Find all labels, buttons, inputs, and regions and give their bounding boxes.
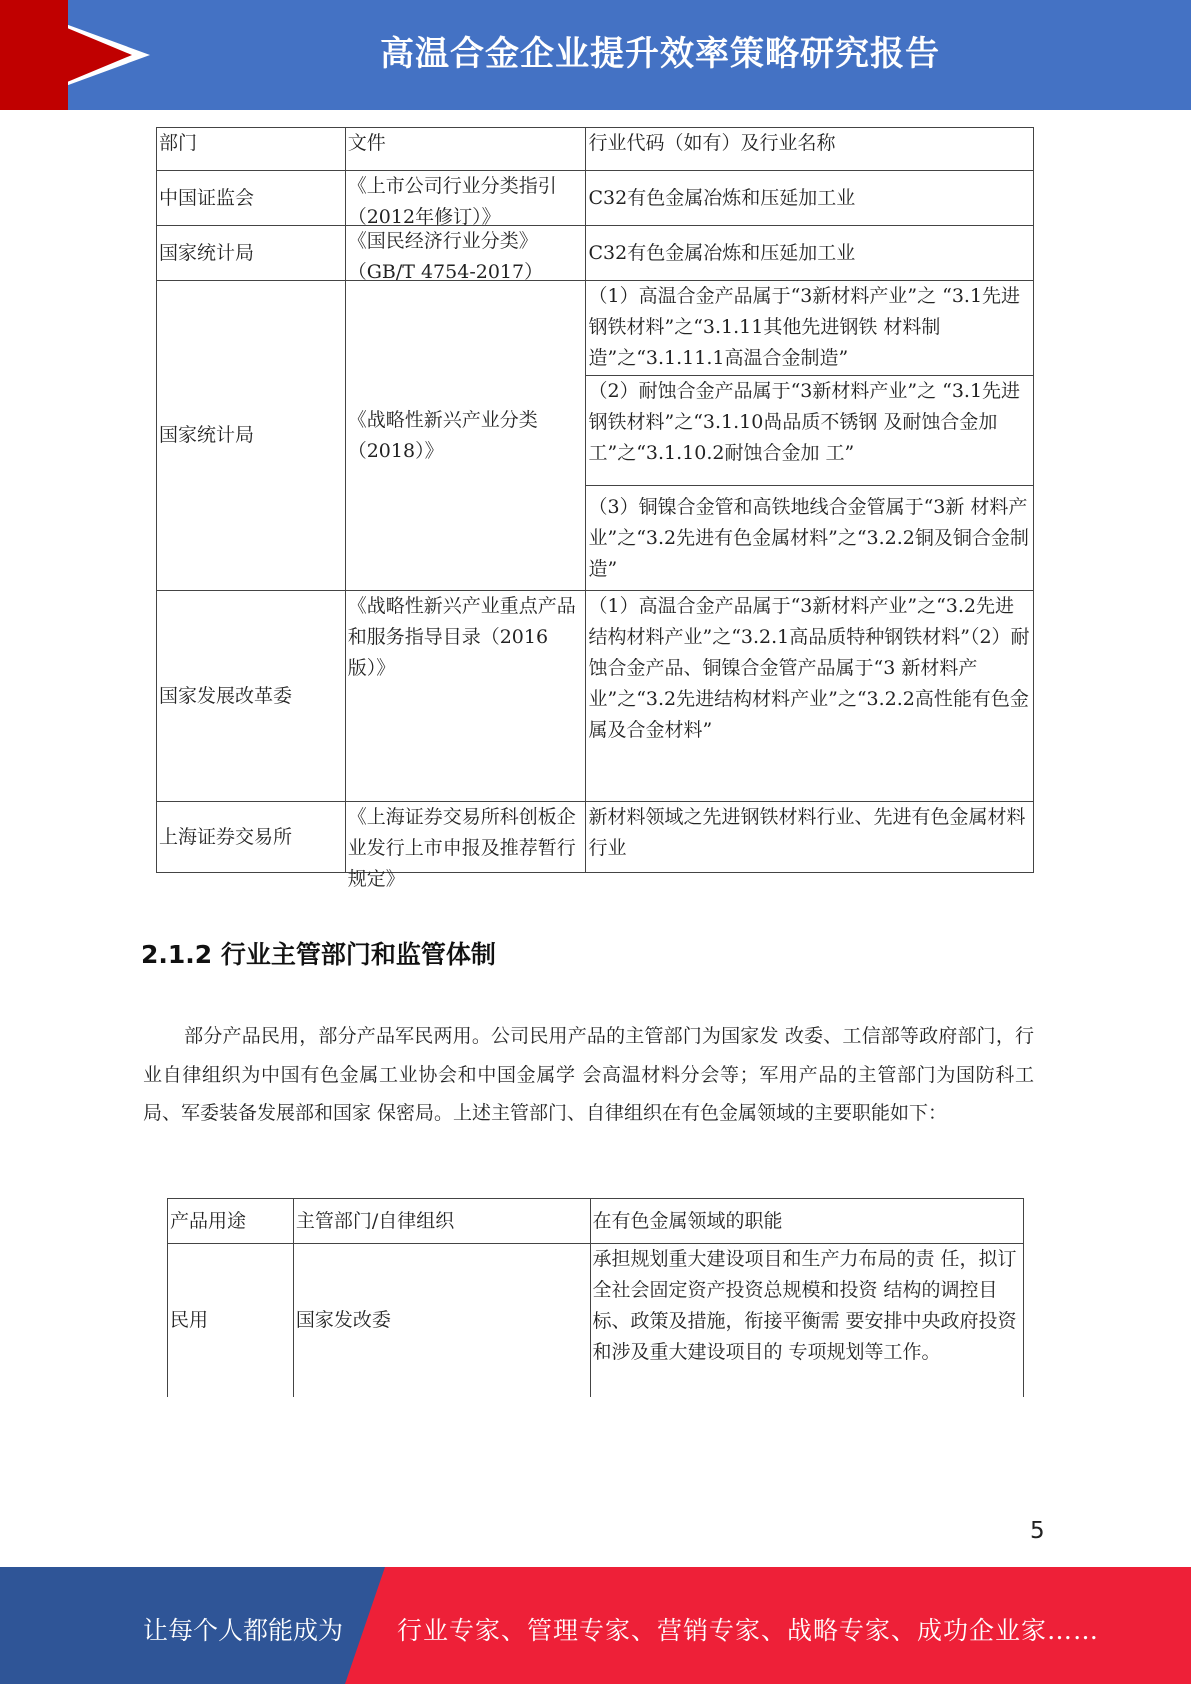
table-header-cell: 部门	[157, 128, 346, 171]
code-cell: （1）高温合金产品属于“3新材料产业”之 “3.1先进钢铁材料”之“3.1.11其他先进钢铁 材料制造”之“3.1.11.1高温合金制造”	[586, 281, 1034, 376]
table-header-row	[157, 128, 1034, 171]
use-cell: 民用	[168, 1244, 294, 1397]
code-cell: 新材料领域之先进钢铁材料行业、先进有色金属材料行业	[586, 802, 1034, 873]
dept-cell: 国家统计局	[157, 281, 346, 591]
code-cell: （1）高温合金产品属于“3新材料产业”之“3.2先进结构材料产业”之“3.2.1高品质特种钢铁材料”（2）耐蚀合金产品、铜镍合金管产品属于“3 新材料产业”之“3.2先进结构材料产业”之“3.2.2高性能有色金属及合金材料”	[586, 591, 1034, 802]
footer-blue-slant	[345, 1567, 385, 1684]
doc-cell: 《战略性新兴产业重点产品和服务指导目录（2016版）》	[345, 591, 586, 802]
regulator-duties-table	[167, 1198, 1024, 1397]
org-cell: 国家发改委	[293, 1244, 590, 1397]
code-cell: （2）耐蚀合金产品属于“3新材料产业”之 “3.1先进钢铁材料”之“3.1.10咼品质不锈钢 及耐蚀合金加工”之“3.1.10.2耐蚀合金加 工”	[586, 376, 1034, 486]
footer-slogan-left: 让每个人都能成为	[143, 1616, 344, 1645]
table-row	[157, 226, 1034, 281]
section-heading: 2.1.2 行业主管部门和监管体制	[141, 940, 496, 969]
table-header-cell: 文件	[345, 128, 586, 171]
code-cell: C32有色金属冶炼和压延加工业	[586, 171, 1034, 226]
dept-cell: 中国证监会	[157, 171, 346, 226]
report-title: 高温合金企业提升效率策略研究报告	[380, 34, 940, 74]
paragraph-text: 部分产品民用，部分产品军民两用。公司民用产品的主管部门为国家发 改委、工信部等政府部门，行业自律组织为中国有色金属工业协会和中国金属学 会高温材料分会等；军用产品的主管部门为国防科工局、军委装备发展部和国家 保密局。上述主管部门、自律组织在有色金属领域的主要职能如下：	[143, 1025, 1034, 1124]
footer-slogan-right: 行业专家、管理专家、营销专家、战略专家、成功企业家……	[397, 1616, 1100, 1645]
duty-text: 承担规划重大建设项目和生产力布局的责 任，拟订全社会固定资产投资总规模和投资 结构的调控目标、政策及措施，衔接平衡需 要安排中央政府投资和涉及重大建设项目的 专项规划等工作。	[592, 1248, 1017, 1363]
table-row	[168, 1244, 1024, 1397]
code-cell: C32有色金属冶炼和压延加工业	[586, 226, 1034, 281]
table-row	[157, 591, 1034, 802]
dept-cell: 国家统计局	[157, 226, 346, 281]
industry-classification-table	[156, 127, 1034, 890]
page-number: 5	[1030, 1518, 1045, 1544]
doc-text: 《上市公司行业分类指引（2012年修订）》	[347, 175, 557, 228]
doc-cell	[345, 802, 586, 890]
doc-cell: 《战略性新兴产业分类（2018）》	[345, 281, 586, 591]
code-cell: （3）铜镍合金管和高铁地线合金管属于“3新 材料产业”之“3.2先进有色金属材料”之“3.2.2铜及铜合金制造”	[586, 486, 1034, 591]
dept-cell: 国家发展改革委	[157, 591, 346, 802]
table-header-cell: 在有色金属领域的职能	[590, 1199, 1024, 1244]
table-header-cell: 产品用途	[168, 1199, 294, 1244]
doc-cell	[345, 171, 586, 226]
dept-cell: 上海证券交易所	[157, 802, 346, 873]
doc-text: 《上海证券交易所科创板企业发行上市申报及推荐暂行规定》	[347, 806, 576, 890]
body-paragraph	[143, 1017, 1034, 1133]
page-footer	[0, 1567, 1191, 1684]
header-red-chevron	[0, 0, 132, 110]
table-header-row	[168, 1199, 1024, 1244]
table-header-cell: 主管部门/自律组织	[293, 1199, 590, 1244]
table-row	[157, 802, 1034, 873]
table-row	[157, 171, 1034, 226]
page-header	[0, 0, 1191, 110]
table-header-cell: 行业代码（如有）及行业名称	[586, 128, 1034, 171]
table-row	[157, 281, 1034, 376]
doc-text: 《国民经济行业分类》（GB/T 4754-2017）	[347, 230, 544, 283]
doc-cell	[345, 226, 586, 281]
duty-cell	[590, 1244, 1024, 1397]
